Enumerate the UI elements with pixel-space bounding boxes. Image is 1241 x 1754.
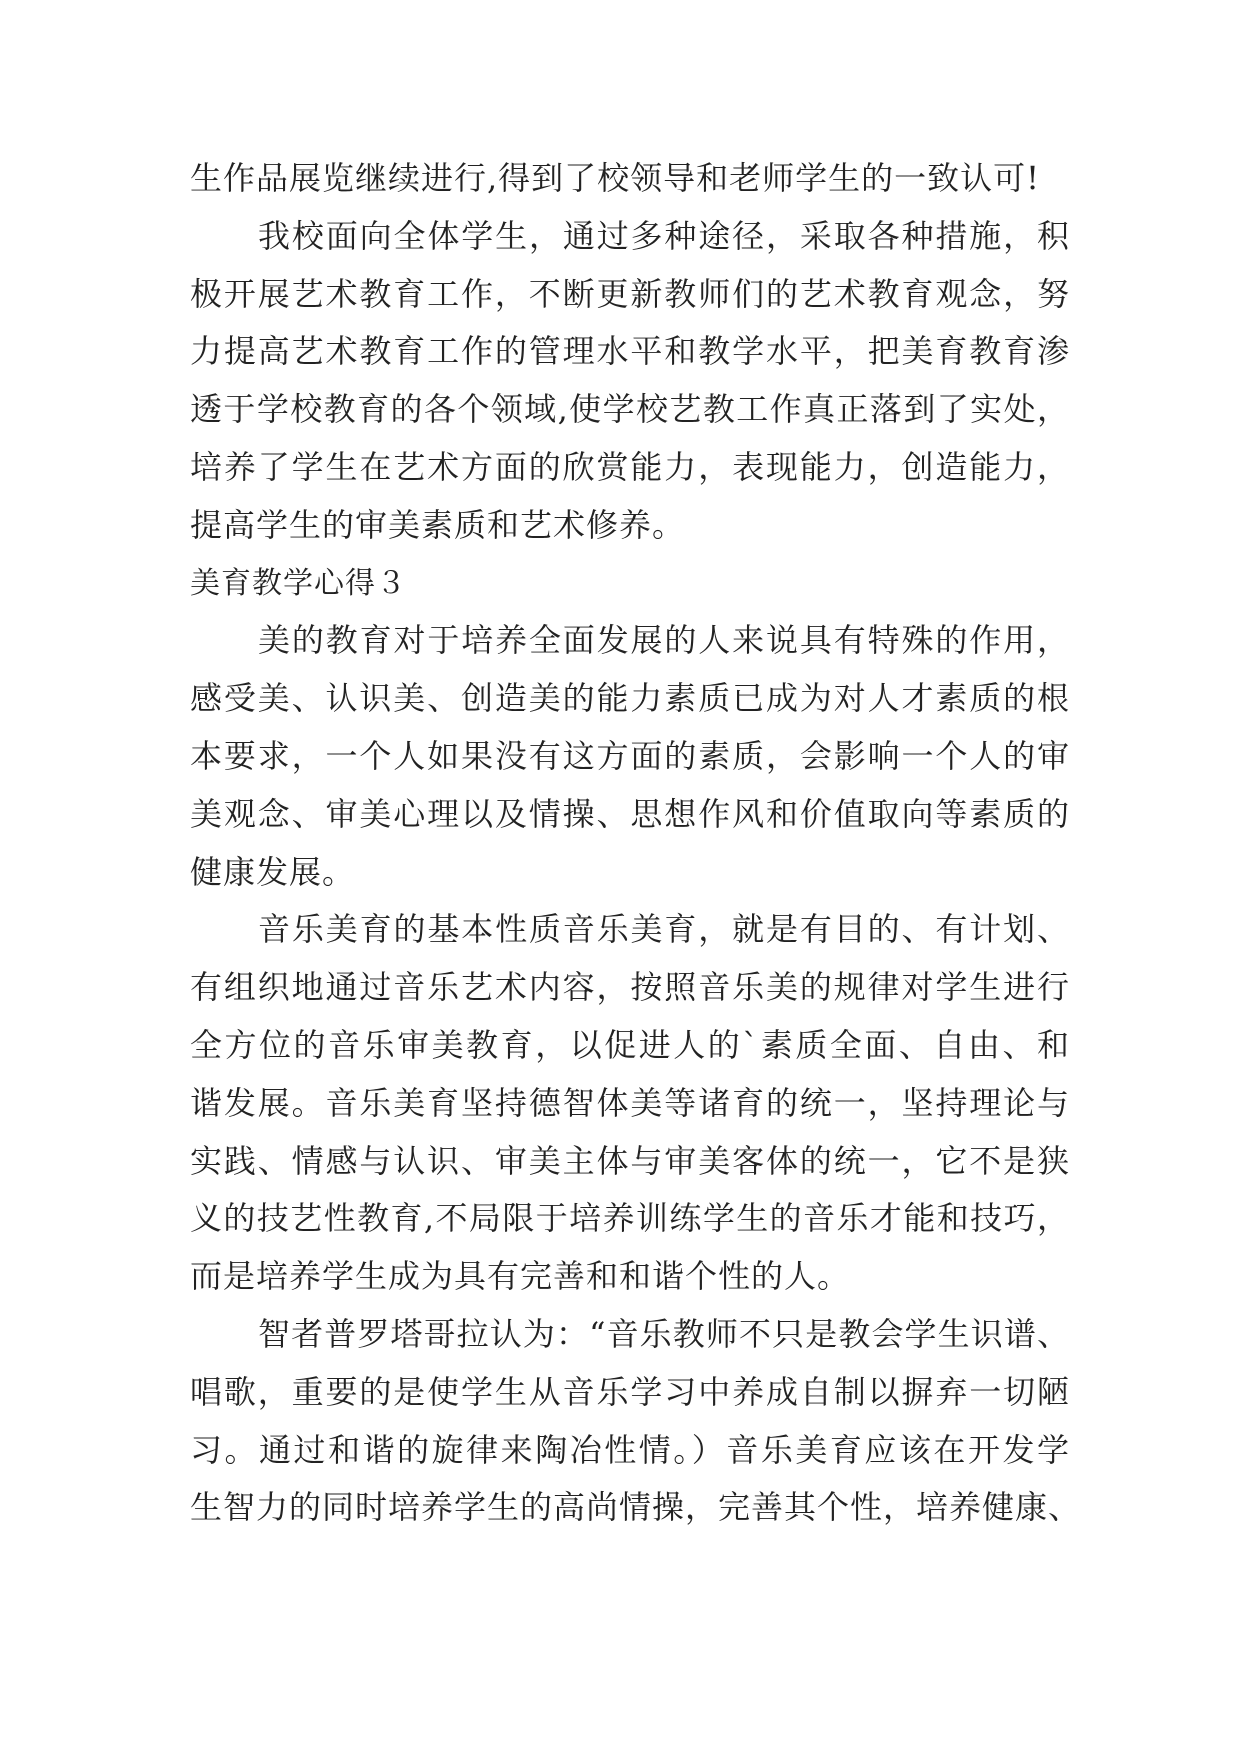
text-line: 智者普罗塔哥拉认为：“音乐教师不只是教会学生识谱、 [258,1314,1070,1353]
text-line: 培养了学生在艺术方面的欣赏能力，表现能力，创造能力， [190,447,1070,486]
text-line: 极开展艺术教育工作，不断更新教师们的艺术教育观念，努 [190,274,1070,313]
text-line: 美观念、审美心理以及情操、思想作风和价值取向等素质的 [190,794,1070,833]
text-line: 有组织地通过音乐艺术内容，按照音乐美的规律对学生进行 [190,968,1070,1007]
text-line: 我校面向全体学生，通过多种途径，采取各种措施，积 [258,216,1070,255]
text-line: 实践、情感与认识、审美主体与审美客体的统一，它不是狭 [190,1141,1070,1180]
text-line: 力提高艺术教育工作的管理水平和教学水平，把美育教育渗 [190,332,1070,371]
document-body [190,150,1082,1537]
text-line: 生智力的同时培养学生的高尚情操，完善其个性，培养健康、 [190,1488,1082,1527]
text-line: 透于学校教育的各个领域,使学校艺教工作真正落到了实处， [190,390,1070,429]
text-line: 习。通过和谐的旋律来陶冶性情。）音乐美育应该在开发学 [190,1430,1070,1469]
text-line: 美的教育对于培养全面发展的人来说具有特殊的作用， [258,621,1070,660]
section-heading: 美育教学心得３ [190,565,407,601]
text-line: 全方位的音乐审美教育，以促进人的`素质全面、自由、和 [190,1025,1070,1064]
text-line: 音乐美育的基本性质音乐美育，就是有目的、有计划、 [258,910,1070,949]
text-line: 而是培养学生成为具有完善和和谐个性的人。 [190,1257,851,1296]
text-line: 健康发展。 [190,852,356,891]
text-line: 提高学生的审美素质和艺术修养。 [190,505,686,544]
text-line: 生作品展览继续进行,得到了校领导和老师学生的一致认可! [190,159,1041,197]
text-line: 本要求，一个人如果没有这方面的素质，会影响一个人的审 [190,736,1070,775]
text-line: 唱歌，重要的是使学生从音乐学习中养成自制以摒弃一切陋 [190,1372,1070,1411]
text-line: 谐发展。音乐美育坚持德智体美等诸育的统一，坚持理论与 [190,1083,1070,1122]
text-line: 义的技艺性教育,不局限于培养训练学生的音乐才能和技巧， [190,1199,1070,1238]
text-line: 感受美、认识美、创造美的能力素质已成为对人才素质的根 [190,679,1070,718]
